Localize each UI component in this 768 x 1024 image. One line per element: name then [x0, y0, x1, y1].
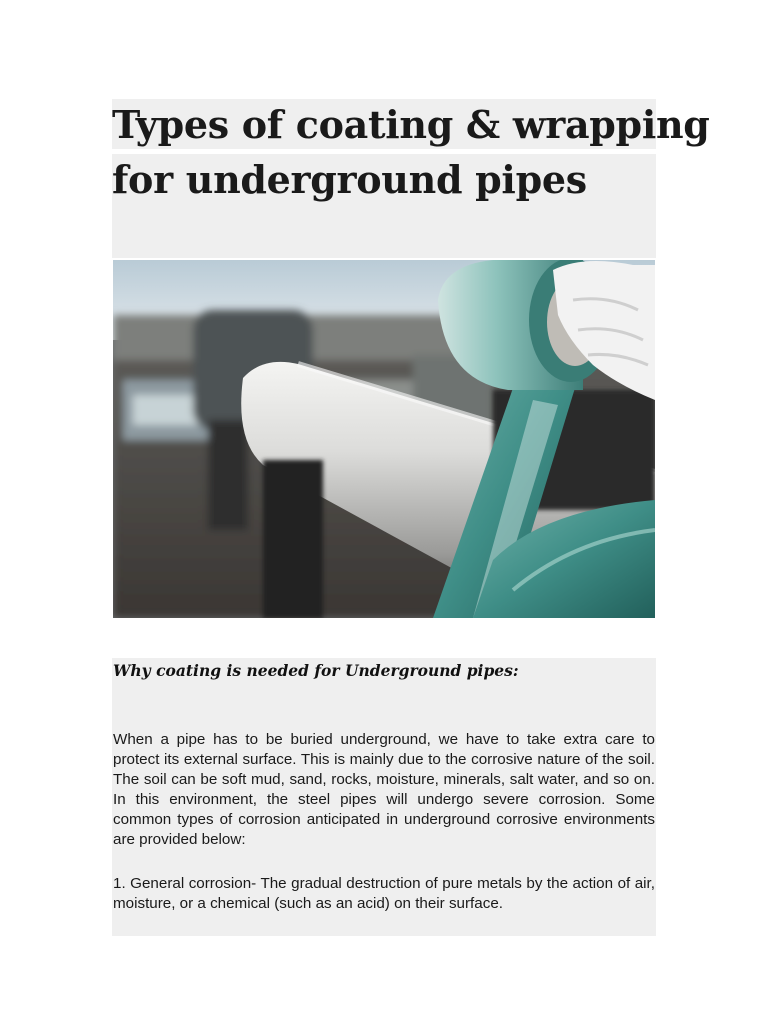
pipe-wrapping-illustration	[113, 260, 655, 618]
pipe-wrapping-photo	[113, 260, 655, 618]
section-subheading: Why coating is needed for Underground pipes:	[113, 661, 519, 680]
body-paragraph-1: When a pipe has to be buried underground, we have to take extra care to protect its external surface. This is mainly due to the corrosive nature of the soil. The soil can be soft mud, sand, rocks, moisture, minerals, salt water, and so on. In this environment, the steel pipes will undergo severe corrosion. Some common types of corrosion anticipated in underground corrosive environments are provided below:	[113, 731, 655, 848]
title-highlight-padding	[112, 206, 656, 258]
body-paragraph-2: 1. General corrosion- The gradual destruction of pure metals by the action of air, moisture, or a chemical (such as an acid) on their surface.	[113, 875, 655, 912]
title-line-2: for underground pipes	[112, 154, 656, 206]
title-line-1: Types of coating & wrapping	[112, 99, 656, 149]
